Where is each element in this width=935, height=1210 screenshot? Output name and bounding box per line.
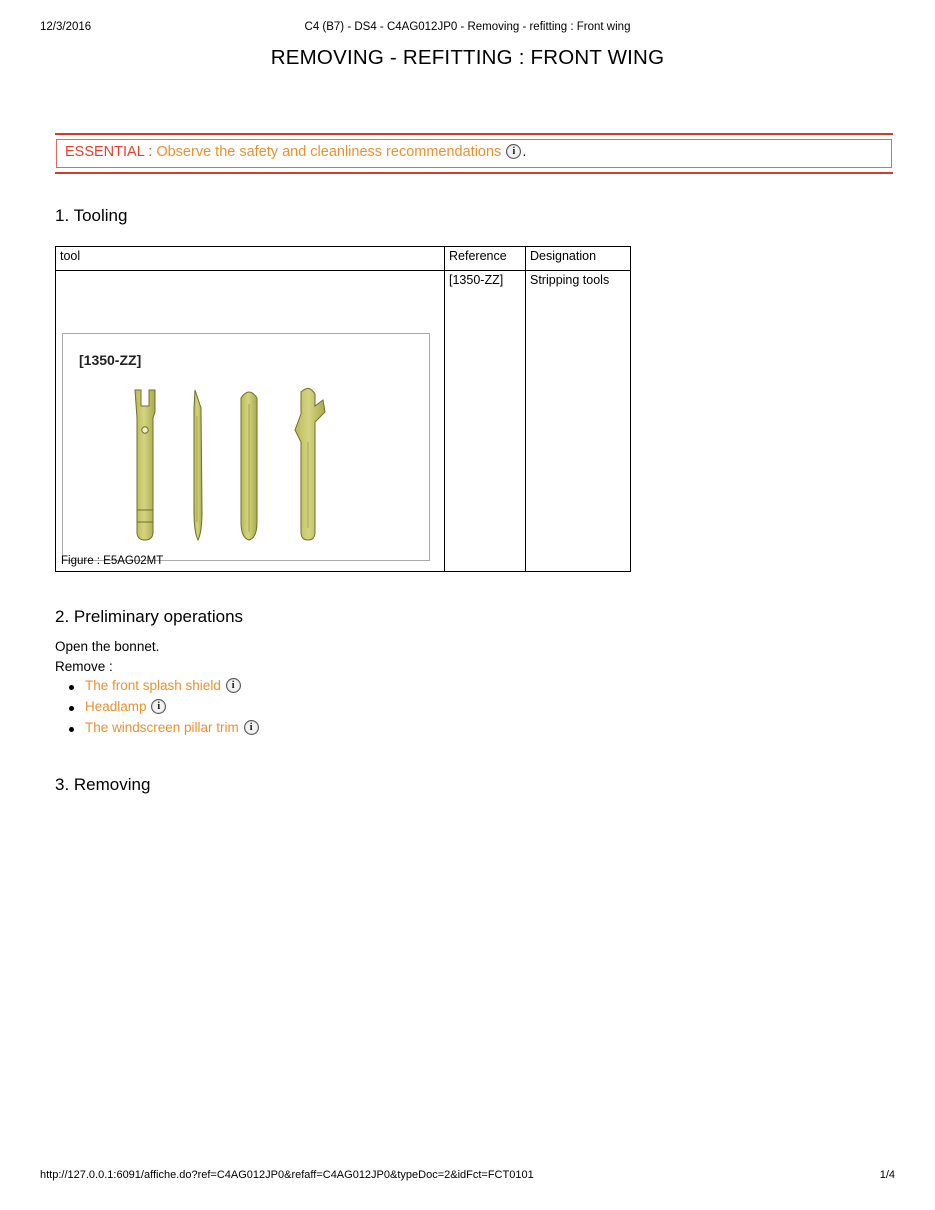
tool-figure-cell (56, 271, 445, 572)
list-item (85, 678, 260, 699)
stripping-tools-illustration (123, 382, 373, 557)
info-icon[interactable]: i (244, 720, 259, 735)
footer-url: http://127.0.0.1:6091/affiche.do?ref=C4AG012JP0&refaff=C4AG012JP0&typeDoc=2&idFct=FCT0101 (40, 1169, 534, 1181)
section-heading-tooling: 1. Tooling (55, 206, 128, 225)
essential-trailing-dot: . (522, 144, 527, 160)
page-title: REMOVING - REFITTING : FRONT WING (270, 46, 665, 69)
preliminary-remove-list (55, 678, 260, 741)
essential-label: ESSENTIAL (65, 144, 145, 160)
preliminary-line-open-bonnet: Open the bonnet. (55, 639, 160, 654)
list-item (85, 699, 260, 720)
print-footer (0, 1169, 935, 1183)
essential-callout-text (65, 144, 526, 160)
tool-designation-cell: Stripping tools (526, 271, 631, 572)
tool-figure-caption: Figure : E5AG02MT (61, 555, 164, 567)
list-item (85, 720, 260, 741)
link-front-splash-shield[interactable]: The front splash shield (85, 678, 221, 693)
section-heading-preliminary-operations: 2. Preliminary operations (55, 607, 244, 626)
info-icon[interactable]: i (151, 699, 166, 714)
print-header (0, 21, 935, 35)
tool-figure-label: [1350-ZZ] (79, 352, 142, 368)
essential-callout (55, 133, 893, 174)
link-headlamp[interactable]: Headlamp (85, 699, 147, 714)
table-header-reference: Reference (445, 247, 526, 271)
document-breadcrumb-title: C4 (B7) - DS4 - C4AG012JP0 - Removing - refitting : Front wing (304, 21, 631, 33)
link-windscreen-pillar-trim[interactable]: The windscreen pillar trim (85, 720, 239, 735)
print-date: 12/3/2016 (40, 21, 92, 33)
info-icon[interactable]: i (226, 678, 241, 693)
tooling-table (55, 246, 631, 572)
essential-message: Observe the safety and cleanliness recommendations (156, 144, 502, 160)
table-header-designation: Designation (526, 247, 631, 271)
table-header-tool: tool (56, 247, 445, 271)
tool-figure-frame (62, 333, 430, 561)
table-row (56, 271, 631, 572)
table-header-row (56, 247, 631, 271)
tool-reference-cell: [1350-ZZ] (445, 271, 526, 572)
preliminary-line-remove: Remove : (55, 659, 113, 674)
info-icon[interactable]: i (506, 144, 521, 159)
essential-separator: : (144, 144, 157, 160)
section-heading-removing: 3. Removing (55, 775, 151, 794)
footer-page-number: 1/4 (879, 1169, 895, 1181)
